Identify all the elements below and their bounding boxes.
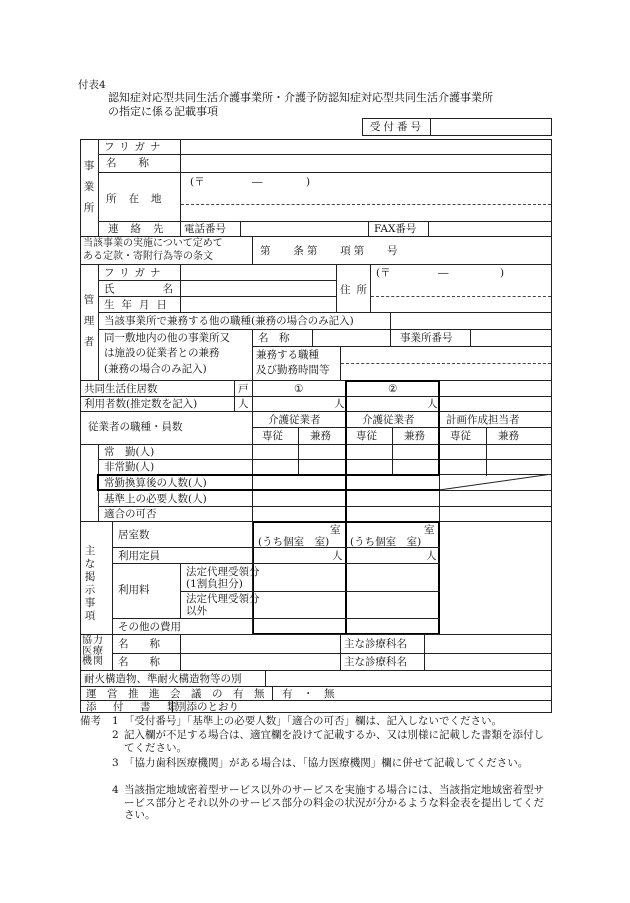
note-1-text: 「受付番号」「基準上の必要人数」「適合の可否」欄は、記入しないでください。 xyxy=(124,715,502,727)
meeting-options[interactable]: 有 ・ 無 xyxy=(282,688,335,700)
office-furigana-field[interactable] xyxy=(181,140,551,154)
fee-row2-line1: 法定代理受領分 xyxy=(186,593,260,605)
page-title-line2: の指定に係る記載事項 xyxy=(108,105,218,118)
reception-number-field[interactable] xyxy=(431,119,550,134)
room-label: 居室数 xyxy=(118,529,150,541)
staff-row-compliance: 適合の可否 xyxy=(104,508,157,520)
private-room-1: (うち個室 室) xyxy=(258,536,330,548)
manager-section-label: 管理者 xyxy=(83,294,95,348)
articles-label-line1: 当該事業の実施について定めて xyxy=(83,238,223,249)
fulltime-label-3: 専従 xyxy=(450,430,471,442)
medical-name-label-1: 名 称 xyxy=(118,638,160,650)
capacity-unit-1: 人 xyxy=(332,550,343,562)
users-label: 利用者数(推定数を記入) xyxy=(84,398,198,410)
medical-dept-label-1: 主な診療科名 xyxy=(344,638,407,650)
articles-value: 第 条第 項第 号 xyxy=(260,245,401,257)
medical-dept-label-2: 主な診療科名 xyxy=(344,656,407,668)
job-count-label: 従業者の職種・員数 xyxy=(88,421,183,433)
manager-concurrent-job-label: 当該事業所で兼務する他の職種(兼務の場合のみ記入) xyxy=(104,315,354,327)
manager-postal-open: (〒 xyxy=(376,267,391,279)
note-2-text: 記入欄が不足する場合は、適宜欄を設けて記載するか、又は別様に記載した書類を添付してください。 xyxy=(124,729,544,754)
office-phone-field[interactable] xyxy=(241,222,368,236)
manager-name-field[interactable] xyxy=(181,281,336,296)
manager-facility-name-label: 名 称 xyxy=(258,332,290,344)
private-room-2: (うち個室 室) xyxy=(350,536,422,548)
units-label: 共同生活住居数 xyxy=(84,383,158,395)
attachments-label: 添 付 書 類 xyxy=(86,701,181,713)
manager-name-label: 氏名 xyxy=(104,283,221,295)
unit-2-label: ② xyxy=(388,383,398,395)
fulltime-label-2: 専従 xyxy=(356,430,377,442)
manager-address-field[interactable] xyxy=(371,297,551,312)
planner-diagonal xyxy=(439,474,552,490)
manager-birthdate-field[interactable] xyxy=(181,297,336,312)
manager-postal-dash: ― xyxy=(438,267,449,279)
medical-dept-field-2[interactable] xyxy=(425,654,551,670)
office-fax-label: FAX番号 xyxy=(374,223,417,235)
manager-address-label: 住所 xyxy=(340,284,373,296)
office-phone-label: 電話番号 xyxy=(184,223,226,235)
office-contact-label: 連絡先 xyxy=(108,223,176,235)
attachments-value: 別添のとおり xyxy=(176,701,239,713)
fee-row1-line2: (1割負担分) xyxy=(186,578,243,590)
manager-furigana-label: フリガナ xyxy=(104,267,166,279)
manager-other-office-line1: 同一敷地内の他の事業所又 xyxy=(104,332,230,344)
other-cost-label: その他の費用 xyxy=(118,621,181,633)
office-furigana-label: フリガナ xyxy=(104,141,166,153)
fireproof-label: 耐火構造物、準耐火構造物等の別 xyxy=(84,673,242,685)
medical-name-field-2[interactable] xyxy=(181,654,340,670)
users-unit: 人 xyxy=(238,398,249,410)
room-unit-2: 室 xyxy=(424,524,435,536)
concurrent-label-3: 兼務 xyxy=(498,430,519,442)
manager-concurrent-type-line1: 兼務する職種 xyxy=(256,349,319,361)
planner-label: 計画作成担当者 xyxy=(446,414,520,426)
manager-other-office-line3: (兼務の場合のみ記入) xyxy=(104,363,207,375)
office-postal-open: (〒 xyxy=(190,176,205,188)
manager-concurrent-type-line2: 及び勤務時間等 xyxy=(256,364,330,376)
unit-2-person-unit: 人 xyxy=(427,398,438,410)
fee-row1-line1: 法定代理受領分 xyxy=(186,566,260,578)
caregiver-label-1: 介護従業者 xyxy=(268,414,321,426)
concurrent-label-1: 兼務 xyxy=(310,430,331,442)
office-postal-close: ) xyxy=(306,176,311,188)
medical-dept-field-1[interactable] xyxy=(425,635,551,653)
medical-name-field-1[interactable] xyxy=(181,635,340,653)
manager-birthdate-label: 生年月日 xyxy=(104,299,174,311)
manager-concurrent-job-field[interactable] xyxy=(391,313,551,329)
articles-label-line2: ある定款・寄附行為等の条文 xyxy=(83,251,213,262)
staff-row-fulltime: 常 勤(人) xyxy=(104,446,155,458)
unit-1-person-unit: 人 xyxy=(334,398,345,410)
capacity-unit-2: 人 xyxy=(426,550,437,562)
staff-row-required: 基準上の必要人数(人) xyxy=(104,493,207,505)
room-unit-1: 室 xyxy=(330,524,341,536)
page-title-line1: 認知症対応型共同生活介護事業所・介護予防認知症対応型共同生活介護事業所 xyxy=(108,91,493,104)
note-4-num: 4 xyxy=(112,784,119,796)
office-address-field[interactable] xyxy=(181,190,551,220)
office-postal-dash: ― xyxy=(252,176,263,188)
staff-row-converted: 常勤換算後の人数(人) xyxy=(104,477,207,489)
units-unit: 戸 xyxy=(238,383,249,395)
appendix-label: 付表4 xyxy=(78,79,106,91)
office-fax-field[interactable] xyxy=(429,222,551,236)
manager-other-office-line2: は施設の従業者との兼務 xyxy=(104,347,220,359)
office-address-label: 所在地 xyxy=(106,193,174,205)
capacity-label: 利用定員 xyxy=(118,550,160,562)
office-name-field[interactable] xyxy=(181,155,551,172)
items-section-label: 主な掲示事項 xyxy=(84,545,96,622)
office-name-label: 名称 xyxy=(106,157,171,169)
caregiver-label-2: 介護従業者 xyxy=(362,414,415,426)
manager-furigana-field[interactable] xyxy=(181,265,336,280)
note-3-text: 「協力歯科医療機関」がある場合は、「協力医療機関」欄に併せて記載してください。 xyxy=(124,757,529,769)
manager-postal-close: ) xyxy=(500,267,505,279)
manager-office-number-label: 事業所番号 xyxy=(400,332,453,344)
medical-section-label: 協力医療機関 xyxy=(82,635,104,667)
fee-label: 利用料 xyxy=(118,584,150,596)
fee-row2-line2: 以外 xyxy=(186,605,207,617)
note-2-num: 2 xyxy=(112,729,119,741)
notes-title: 備考 xyxy=(80,715,101,727)
fulltime-label-1: 専従 xyxy=(262,430,283,442)
medical-name-label-2: 名 称 xyxy=(118,656,160,668)
reception-number-label: 受付番号 xyxy=(370,121,424,133)
note-4-text: 当該指定地域密着型サービス以外のサービスを実施する場合には、当該指定地域密着型サービス部分とそれ以外のサービス部分の料金の状況が分かるような料金表を提出してください。 xyxy=(124,784,544,821)
concurrent-label-2: 兼務 xyxy=(404,430,425,442)
staff-row-parttime: 非常勤(人) xyxy=(104,461,155,473)
meeting-label: 運 営 推 進 会 議 の 有 無 xyxy=(86,688,265,700)
note-3-num: 3 xyxy=(112,757,119,769)
office-section-label: 事業所 xyxy=(83,160,95,214)
note-1-num: 1 xyxy=(112,715,119,727)
unit-1-label: ① xyxy=(294,383,304,395)
